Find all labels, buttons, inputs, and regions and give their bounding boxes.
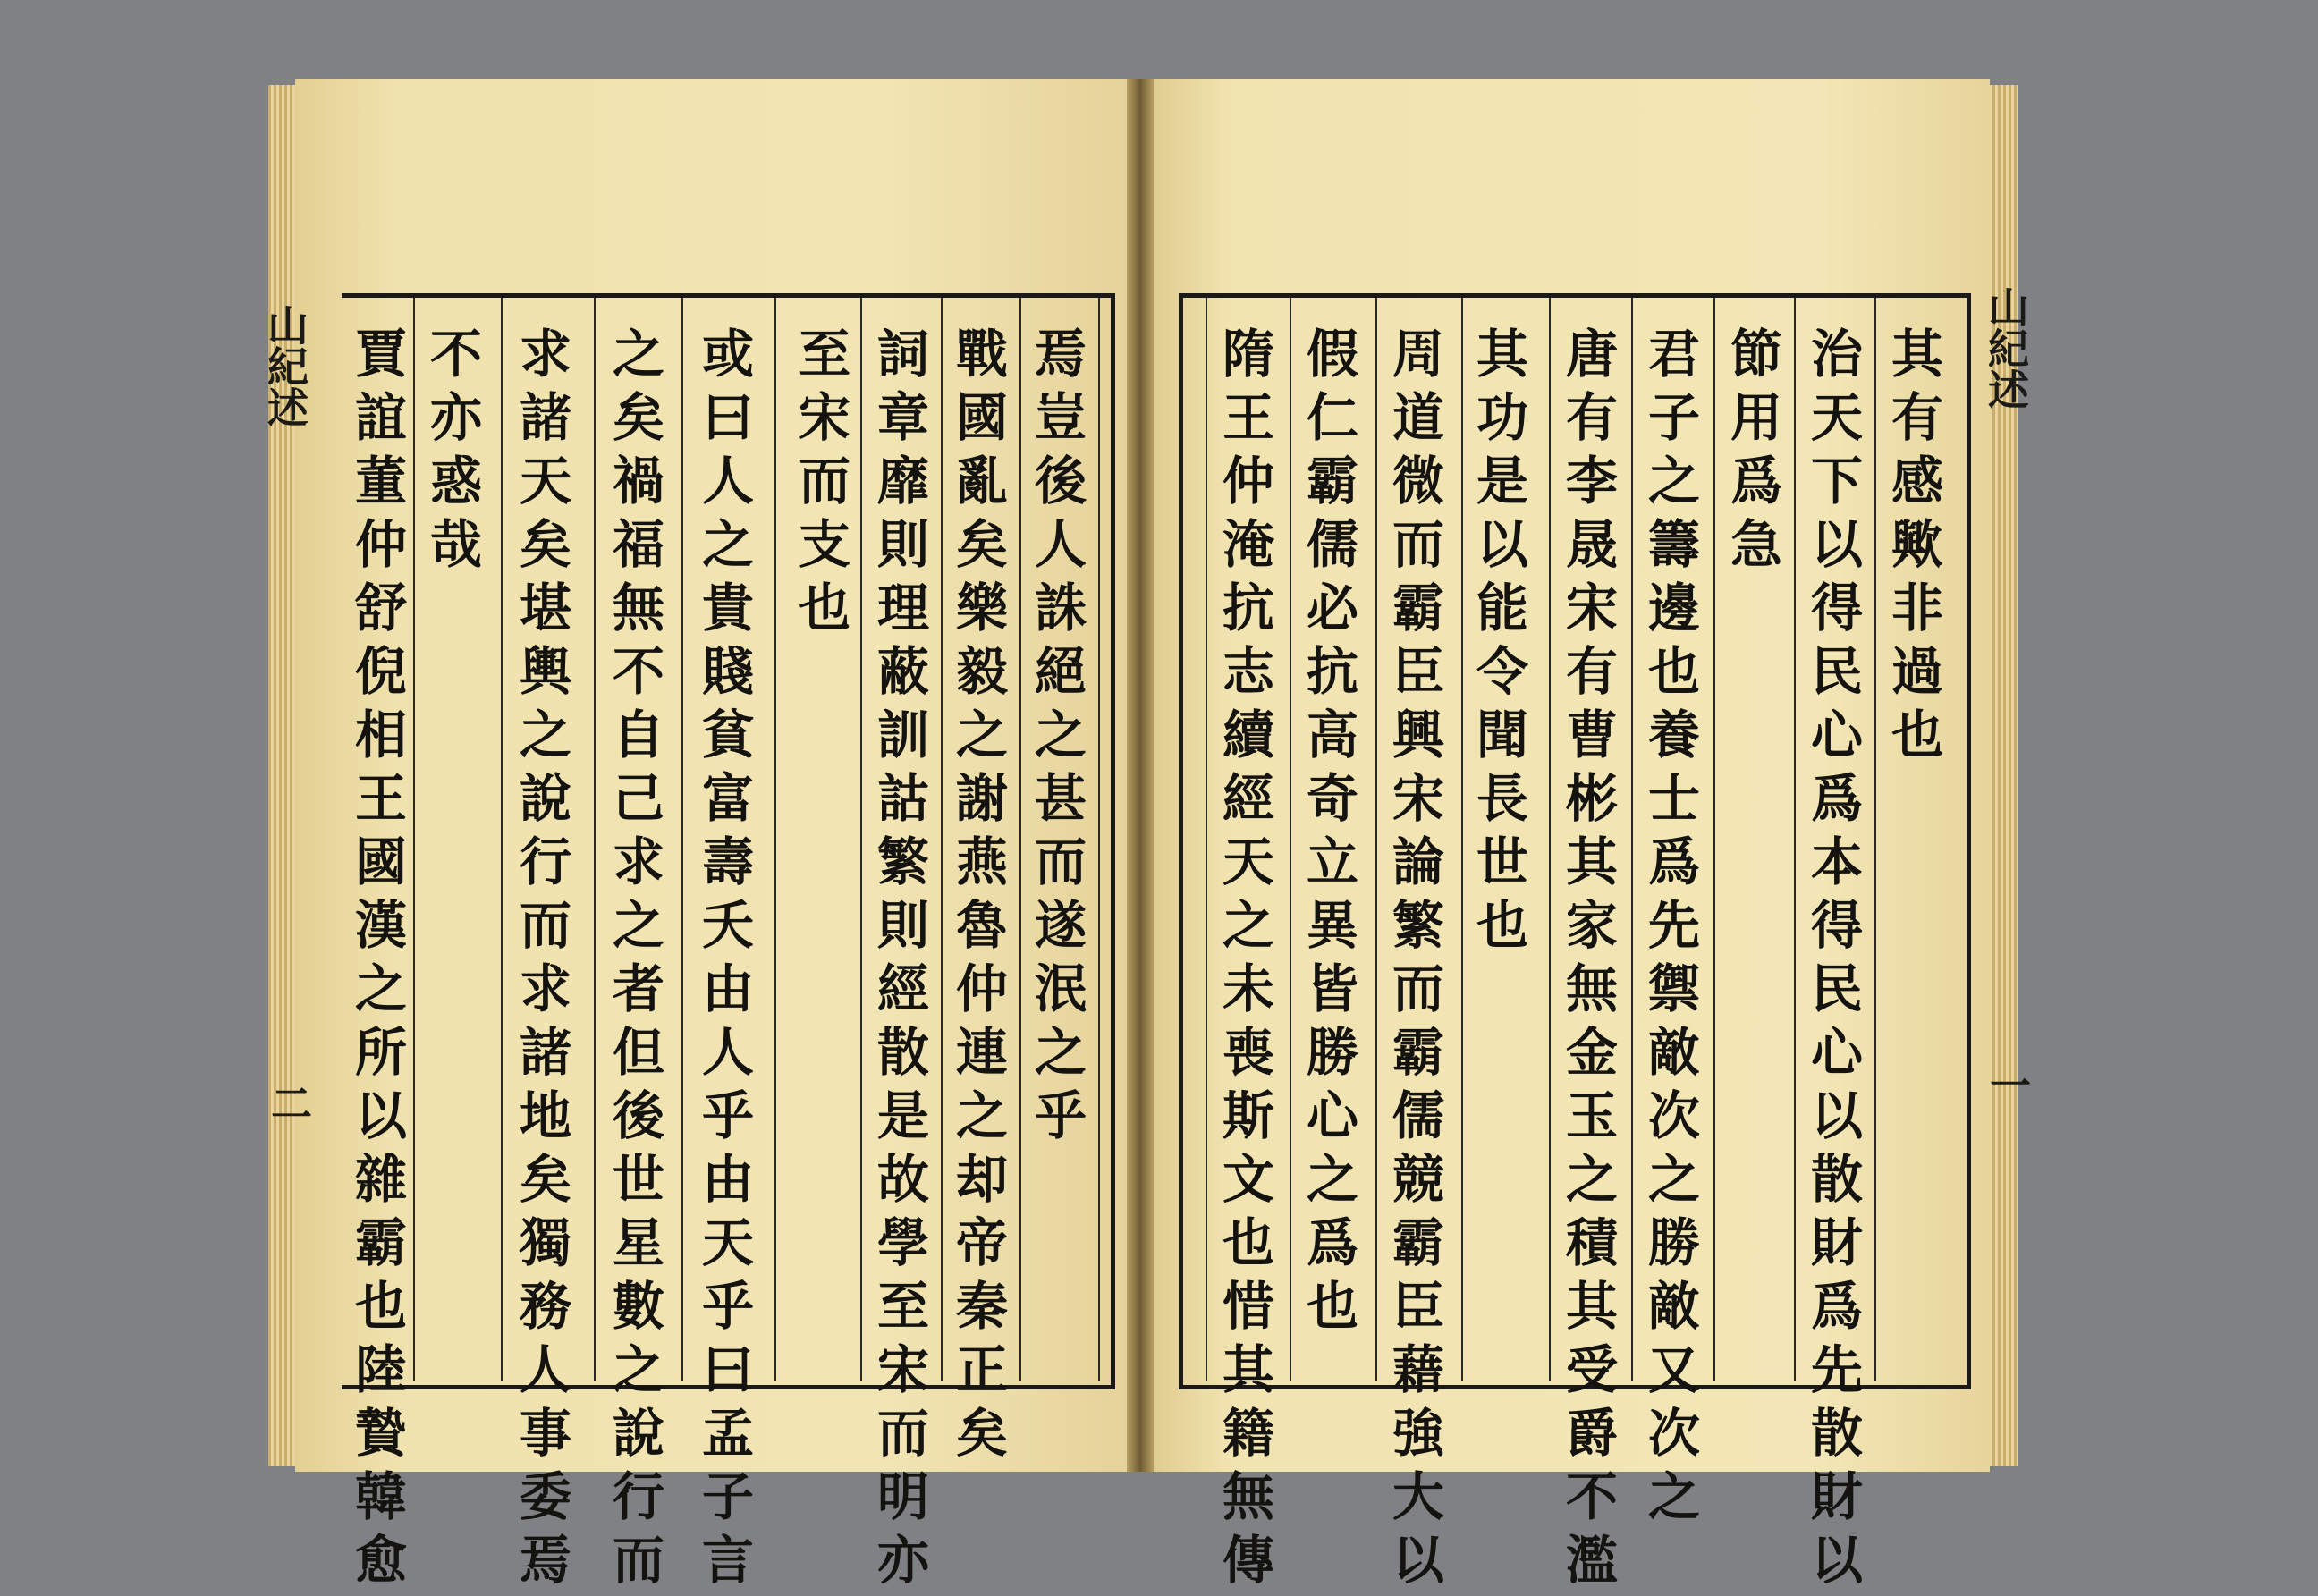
right-spine-page-number: 一	[1984, 1064, 2032, 1105]
column-rule	[1019, 298, 1021, 1381]
column-rule	[860, 298, 862, 1381]
text-column: 詞章靡則理蔽訓詁繁則經散是故學至宋而明亦	[868, 326, 929, 1596]
text-column: 隋王仲淹抗志續經天之未喪斯文也惜其籍無傳	[1214, 326, 1274, 1596]
column-rule	[1713, 298, 1715, 1381]
column-rule	[1206, 298, 1207, 1381]
text-column: 假仁霸儒必抗高奇立異皆勝心之爲也	[1298, 326, 1358, 1342]
column-rule	[1461, 298, 1463, 1381]
text-column: 焉豈後人誅絕之甚而遂泯之乎	[1026, 326, 1087, 1152]
column-rule	[681, 298, 683, 1381]
text-column: 求諸天矣堪輿之說行而求諸地矣獨務人事委焉	[511, 326, 571, 1596]
column-rule	[1631, 298, 1633, 1381]
left-page-edges	[268, 85, 299, 1466]
column-rule	[1794, 298, 1796, 1381]
text-column: 其有感歟非過也	[1882, 326, 1943, 771]
column-rule	[1290, 298, 1291, 1381]
column-rule	[1549, 298, 1551, 1381]
text-column: 節用爲急	[1722, 326, 1782, 580]
column-rule	[1375, 298, 1377, 1381]
text-column: 或曰人之貴賤貧富壽夭由人乎由天乎曰孟子言	[693, 326, 754, 1596]
column-rule	[1098, 298, 1100, 1381]
column-rule	[413, 298, 415, 1381]
column-rule	[501, 298, 503, 1381]
column-rule	[594, 298, 596, 1381]
text-column: 唐有李晟宋有曹彬其家無金玉之積其受爵不濫	[1557, 326, 1618, 1596]
text-column: 賈誼董仲舒倪相王國漢之所以雜霸也陸贄韓愈	[346, 326, 407, 1596]
column-rule	[774, 298, 776, 1381]
text-column: 周道微而霸臣興宋論繁而霸儒競霸臣藉強大以	[1383, 326, 1444, 1596]
column-rule	[941, 298, 943, 1381]
right-spine-title: 山紀述	[1982, 286, 2030, 410]
text-column: 治天下以得民心爲本得民心以散財爲先散財以	[1802, 326, 1863, 1596]
text-column: 不亦惑哉	[421, 326, 482, 580]
left-spine-title: 山紀述	[261, 304, 309, 427]
text-column: 之矣禍福無不自己求之者但後世星數之說行而	[604, 326, 664, 1596]
text-column: 至宋而支也	[790, 326, 850, 644]
left-spine-page-number: 二	[265, 1082, 313, 1123]
text-column: 其功是以能令聞長世也	[1468, 326, 1528, 961]
text-column: 戰國亂矣樂毅之謝燕魯仲連之却帝秦正矣	[947, 326, 1008, 1469]
book-gutter	[1127, 79, 1154, 1472]
text-column: 君子之籌邊也養士爲先禦敵次之勝敵又次之	[1639, 326, 1700, 1533]
column-rule	[1874, 298, 1876, 1381]
